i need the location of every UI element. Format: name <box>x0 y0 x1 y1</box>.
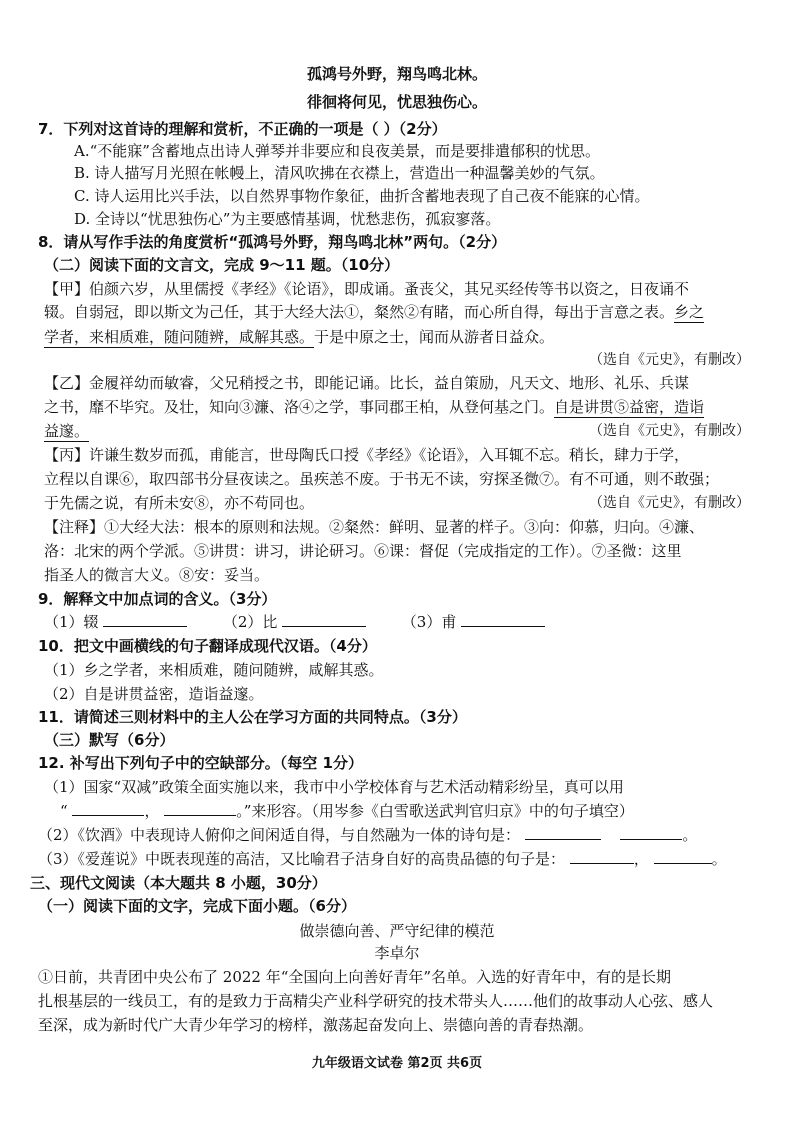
passage-jia-underlined: 学者，来相质难，随问随辨，咸解其惑。 <box>44 328 315 346</box>
part-3-heading: 三、现代文阅读（本大题共 8 小题，30分） <box>30 874 327 892</box>
passage-yi-source: （选自《元史》，有删改） <box>589 423 750 439</box>
open-quote: “ <box>60 802 68 820</box>
passage-yi-line-3 <box>44 421 89 441</box>
question-7-option-b: B. 诗人描写月光照在帐幔上，清风吹拂在衣襟上，营造出一种温馨美妙的气氛。 <box>74 164 605 182</box>
passage-yi-text: 之书，靡不毕究。及壮，知向③濂、洛④之学，事同郡王柏，从登何基之门。 <box>44 398 555 416</box>
question-12-item-3 <box>38 849 727 869</box>
passage-bing-line-2: 立程以自课⑥，取四部书分昼夜读之。虽疾恙不废。于书无不读，穷探圣微⑦。有不可通，则不敢强； <box>44 470 720 488</box>
answer-blank[interactable] <box>282 612 366 627</box>
question-9-items <box>44 612 545 632</box>
question-9-item-1: （1）辍 <box>44 613 99 631</box>
question-9-item-2: （2）比 <box>222 613 278 631</box>
answer-blank[interactable] <box>164 801 236 816</box>
passage-jia-underlined: 乡之 <box>674 303 705 321</box>
annotation-line-3: 指圣人的微言大义。⑧安：妥当。 <box>44 566 270 584</box>
passage-yi-line-1: 【乙】金履祥幼而敏睿，父兄稍授之书，即能记诵。比长，益自策励，凡天文、地形、礼乐、兵谋 <box>44 374 690 392</box>
question-11: 11．请简述三则材料中的主人公在学习方面的共同特点。（3分） <box>38 708 467 726</box>
section-2-heading: （二）阅读下面的文言文，完成 9～11 题。（10分） <box>44 256 400 274</box>
question-7-stem: 7．下列对这首诗的理解和赏析，不正确的一项是（ ）（2分） <box>38 120 447 138</box>
passage-jia-text: 于是中原之士，闻而从游者日益众。 <box>314 328 555 346</box>
period: 。 <box>711 850 727 868</box>
page-footer: 九年级语文试卷 第2页 共6页 <box>311 1056 483 1071</box>
question-12-item-2-text: （2）《饮酒》中表现诗人俯仰之间闲适自得，与自然融为一体的诗句是： <box>38 826 521 844</box>
question-10-item-2: （2）自是讲贯益密，造诣益邃。 <box>44 685 264 703</box>
passage-bing-line-1: 【丙】许谦生数岁而孤，甫能言，世母陶氏口授《孝经》《论语》，入耳辄不忘。稍长，肆力于学， <box>44 446 690 464</box>
question-10-item-1: （1）乡之学者，来相质难，随问随辨，咸解其惑。 <box>44 661 384 679</box>
answer-blank[interactable] <box>525 825 601 840</box>
passage-jia-source: （选自《元史》，有删改） <box>589 352 750 368</box>
answer-blank[interactable] <box>72 801 144 816</box>
comma: ， <box>144 802 160 820</box>
period: 。 <box>682 826 698 844</box>
answer-blank[interactable] <box>620 825 682 840</box>
section-3-heading: （三）默写（6分） <box>44 731 175 749</box>
article-paragraph-1-line-1: ①日前，共青团中央公布了 2022 年“全国向上向善好青年”名单。入选的好青年中，有的是长期 <box>38 968 672 986</box>
passage-jia-line-1: 【甲】伯颜六岁，从里儒授《孝经》《论语》，即成诵。蚤丧父，其兄买经传等书以资之，日夜诵不 <box>44 280 690 298</box>
question-9-item-3: （3）甫 <box>401 613 457 631</box>
question-9-stem: 9．解释文中加点词的含义。（3分） <box>38 590 277 608</box>
answer-blank[interactable] <box>570 849 634 864</box>
article-paragraph-1-line-3: 至深，成为新时代广大青少年学习的榜样，激荡起奋发向上、崇德向善的青春热潮。 <box>38 1016 594 1034</box>
question-7-option-c: C. 诗人运用比兴手法，以自然界事物作象征，曲折含蓄地表现了自己夜不能寐的心情。 <box>74 187 650 205</box>
passage-jia-line-3 <box>44 327 554 347</box>
question-10-stem: 10．把文中画横线的句子翻译成现代汉语。（4分） <box>38 637 377 655</box>
passage-bing-line-3: 于先儒之说，有所未安⑧，亦不苟同也。 <box>44 494 315 512</box>
passage-yi-underlined: 自是讲贯⑤益密，造诣 <box>554 398 705 416</box>
passage-jia-text: 辍。自弱冠，即以斯文为己任，其于大经大法①，粲然②有睹，而心所自得，每出于言意之表。 <box>44 303 675 321</box>
question-8: 8．请从写作手法的角度赏析“孤鸿号外野，翔鸟鸣北林”两句。（2分） <box>38 233 507 251</box>
passage-jia-line-2 <box>44 302 704 322</box>
question-12-item-1-line-1: （1）国家“双减”政策全面实施以来，我市中小学校体育与艺术活动精彩纷呈，真可以用 <box>44 778 624 796</box>
passage-bing-source: （选自《元史》，有删改） <box>589 495 750 511</box>
annotation-line-1: 【注释】①大经大法：根本的原则和法规。②粲然：鲜明、显著的样子。③向：仰慕，归向。④濂、 <box>44 518 705 536</box>
question-12-stem: 12. 补写出下列句子中的空缺部分。（每空 1分） <box>38 754 363 772</box>
article-paragraph-1-line-2: 扎根基层的一线员工，有的是致力于高精尖产业科学研究的技术带头人……他们的故事动人心弦、感人 <box>38 992 714 1010</box>
comma: ， <box>633 850 649 868</box>
poem-line-2: 徘徊将何见，忧思独伤心。 <box>306 93 487 111</box>
question-12-item-1-line-2 <box>60 801 634 821</box>
passage-yi-underlined: 益邃。 <box>44 422 90 440</box>
annotation-line-2: 洛：北宋的两个学派。⑤讲贯：讲习，讲论研习。⑥课：督促（完成指定的工作）。⑦圣微：这里 <box>44 542 682 560</box>
part-3-subheading: （一）阅读下面的文字，完成下面小题。（6分） <box>38 897 356 915</box>
article-author: 李卓尔 <box>374 944 420 962</box>
question-7-option-a: A.“不能寐”含蓄地点出诗人弹琴并非要应和良夜美景，而是要排遣郁积的忧思。 <box>74 142 600 160</box>
question-12-item-2 <box>38 825 697 845</box>
answer-blank[interactable] <box>654 849 712 864</box>
article-title: 做崇德向善、严守纪律的模范 <box>299 922 495 940</box>
passage-yi-line-2 <box>44 397 704 417</box>
question-12-item-3-text: （3）《爱莲说》中既表现莲的高洁，又比喻君子洁身自好的高贵品德的句子是： <box>38 850 566 868</box>
poem-line-1: 孤鸿号外野，翔鸟鸣北林。 <box>306 65 487 83</box>
answer-blank[interactable] <box>103 612 187 627</box>
answer-blank[interactable] <box>461 612 545 627</box>
question-7-option-d: D. 全诗以“忧思独伤心”为主要感情基调，忧愁悲伤，孤寂寥落。 <box>74 210 501 228</box>
question-12-item-1-tail: 。”来形容。（用岑参《白雪歌送武判官归京》中的句子填空） <box>236 802 634 820</box>
